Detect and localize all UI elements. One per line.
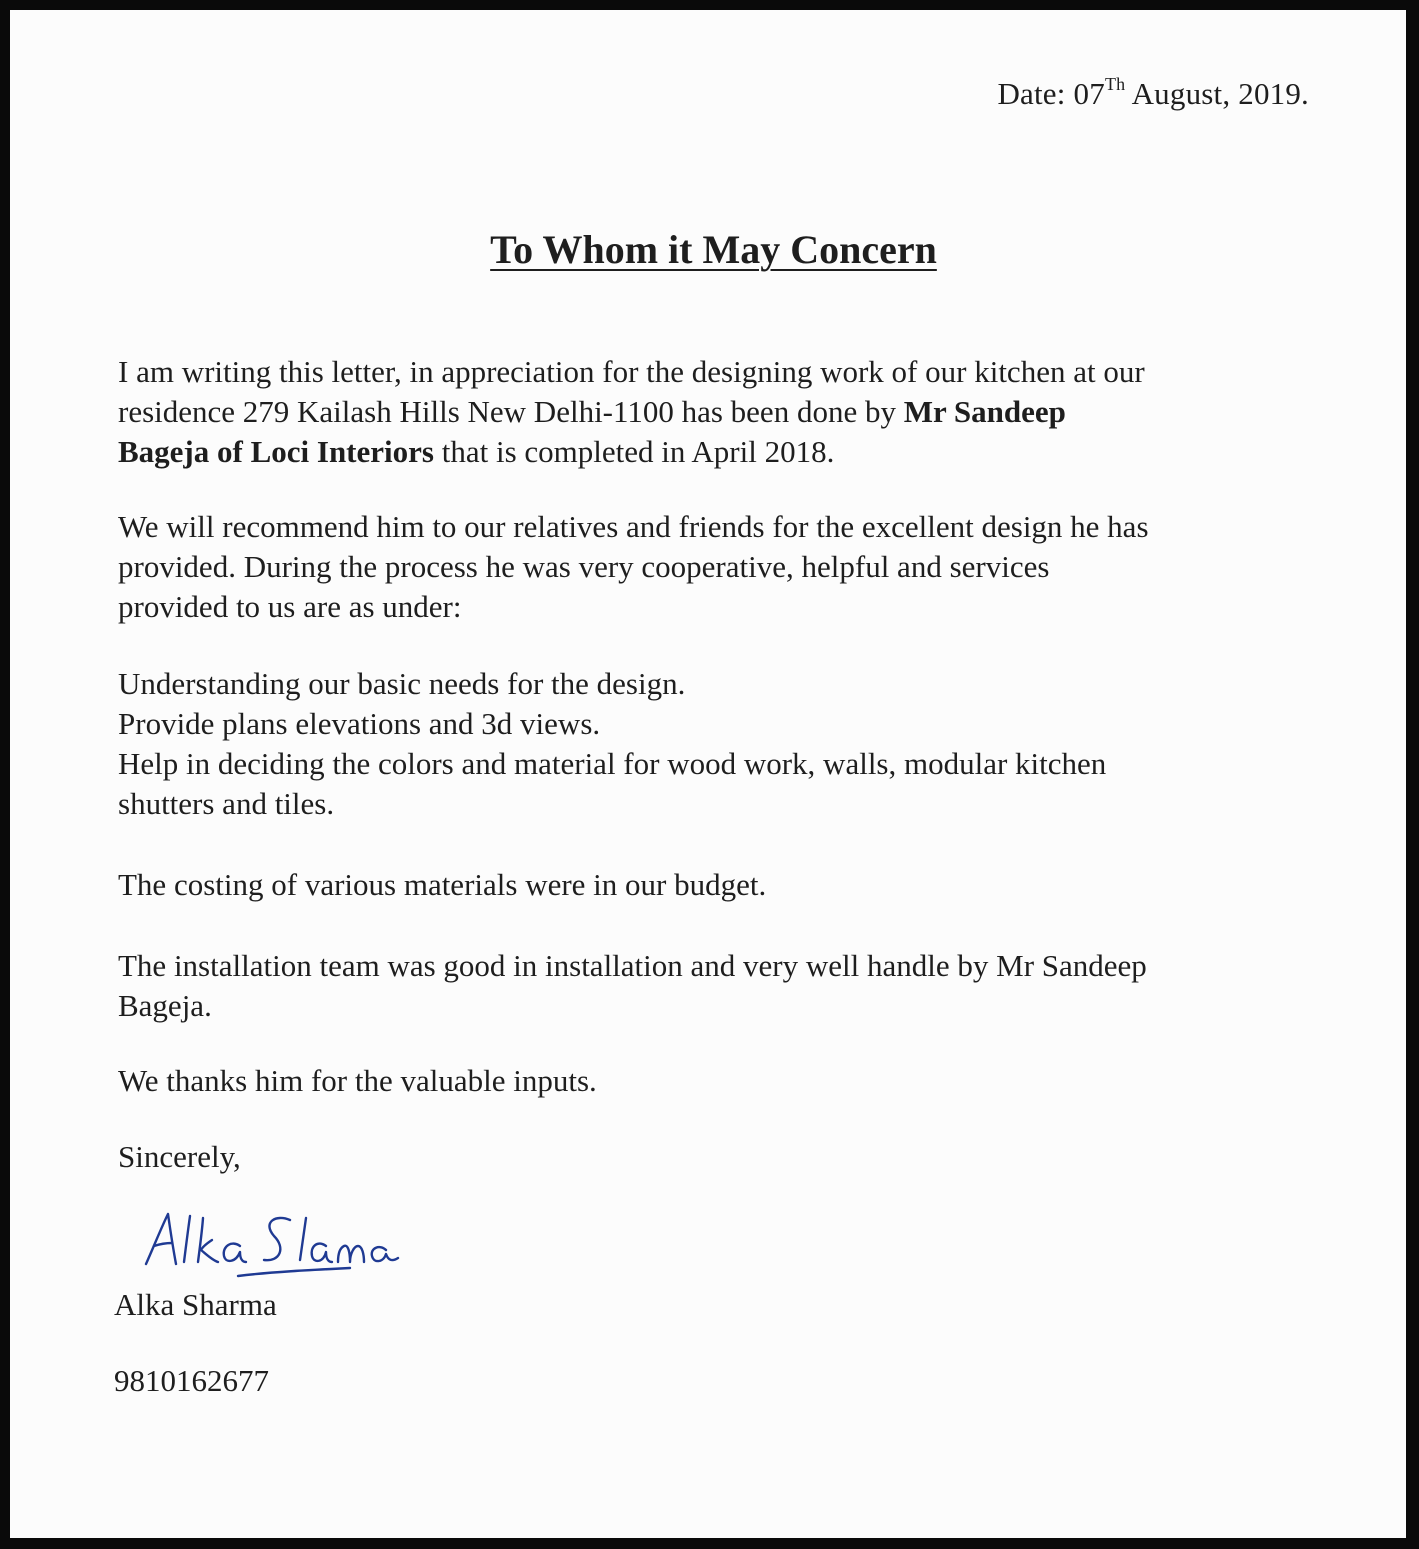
- services-list: [118, 664, 1318, 824]
- paragraph-line: We will recommend him to our relatives and friends for the excellent design he has: [118, 509, 1149, 544]
- signer-name: Alka Sharma: [114, 1287, 277, 1322]
- paragraph-thanks: We thanks him for the valuable inputs.: [118, 1063, 597, 1098]
- service-item: Help in deciding the colors and material for wood work, walls, modular kitchen: [118, 746, 1107, 781]
- letter-title: To Whom it May Concern: [490, 227, 937, 272]
- paragraph-costing: The costing of various materials were in our budget.: [118, 867, 767, 902]
- handwritten-signature: [140, 1206, 420, 1291]
- signature-drawing: [140, 1206, 420, 1286]
- paragraph-line: [118, 432, 1318, 472]
- paragraph-appreciation: [118, 352, 1318, 472]
- date-ordinal: Th: [1104, 74, 1126, 94]
- paragraph-line: The installation team was good in installation and very well handle by Mr Sandeep: [118, 948, 1147, 983]
- paragraph-line: Bageja.: [118, 988, 212, 1023]
- paragraph-text: that is completed in April 2018.: [433, 434, 835, 469]
- service-item: Provide plans elevations and 3d views.: [118, 706, 601, 741]
- service-item: Understanding our basic needs for the design.: [118, 666, 686, 701]
- designer-company: Bageja of Loci Interiors: [118, 434, 434, 469]
- paragraph-line: provided. During the process he was very cooperative, helpful and services: [118, 549, 1050, 584]
- paragraph-line: provided to us are as under:: [118, 589, 462, 624]
- date-prefix: Date: 07: [997, 76, 1105, 111]
- phone-number: 9810162677: [114, 1363, 269, 1398]
- date-suffix: August, 2019.: [1125, 76, 1309, 111]
- service-item: shutters and tiles.: [118, 786, 335, 821]
- letter-date: [997, 76, 1309, 112]
- paragraph-installation: [118, 946, 1318, 1026]
- paragraph-line: I am writing this letter, in appreciation for the designing work of our kitchen at our: [118, 354, 1145, 389]
- closing: Sincerely,: [118, 1139, 241, 1174]
- paragraph-recommendation: [118, 507, 1318, 627]
- paragraph-text: residence 279 Kailash Hills New Delhi-1100 has been done by: [118, 394, 904, 429]
- paragraph-line: [118, 392, 1318, 432]
- designer-name: Mr Sandeep: [903, 394, 1066, 429]
